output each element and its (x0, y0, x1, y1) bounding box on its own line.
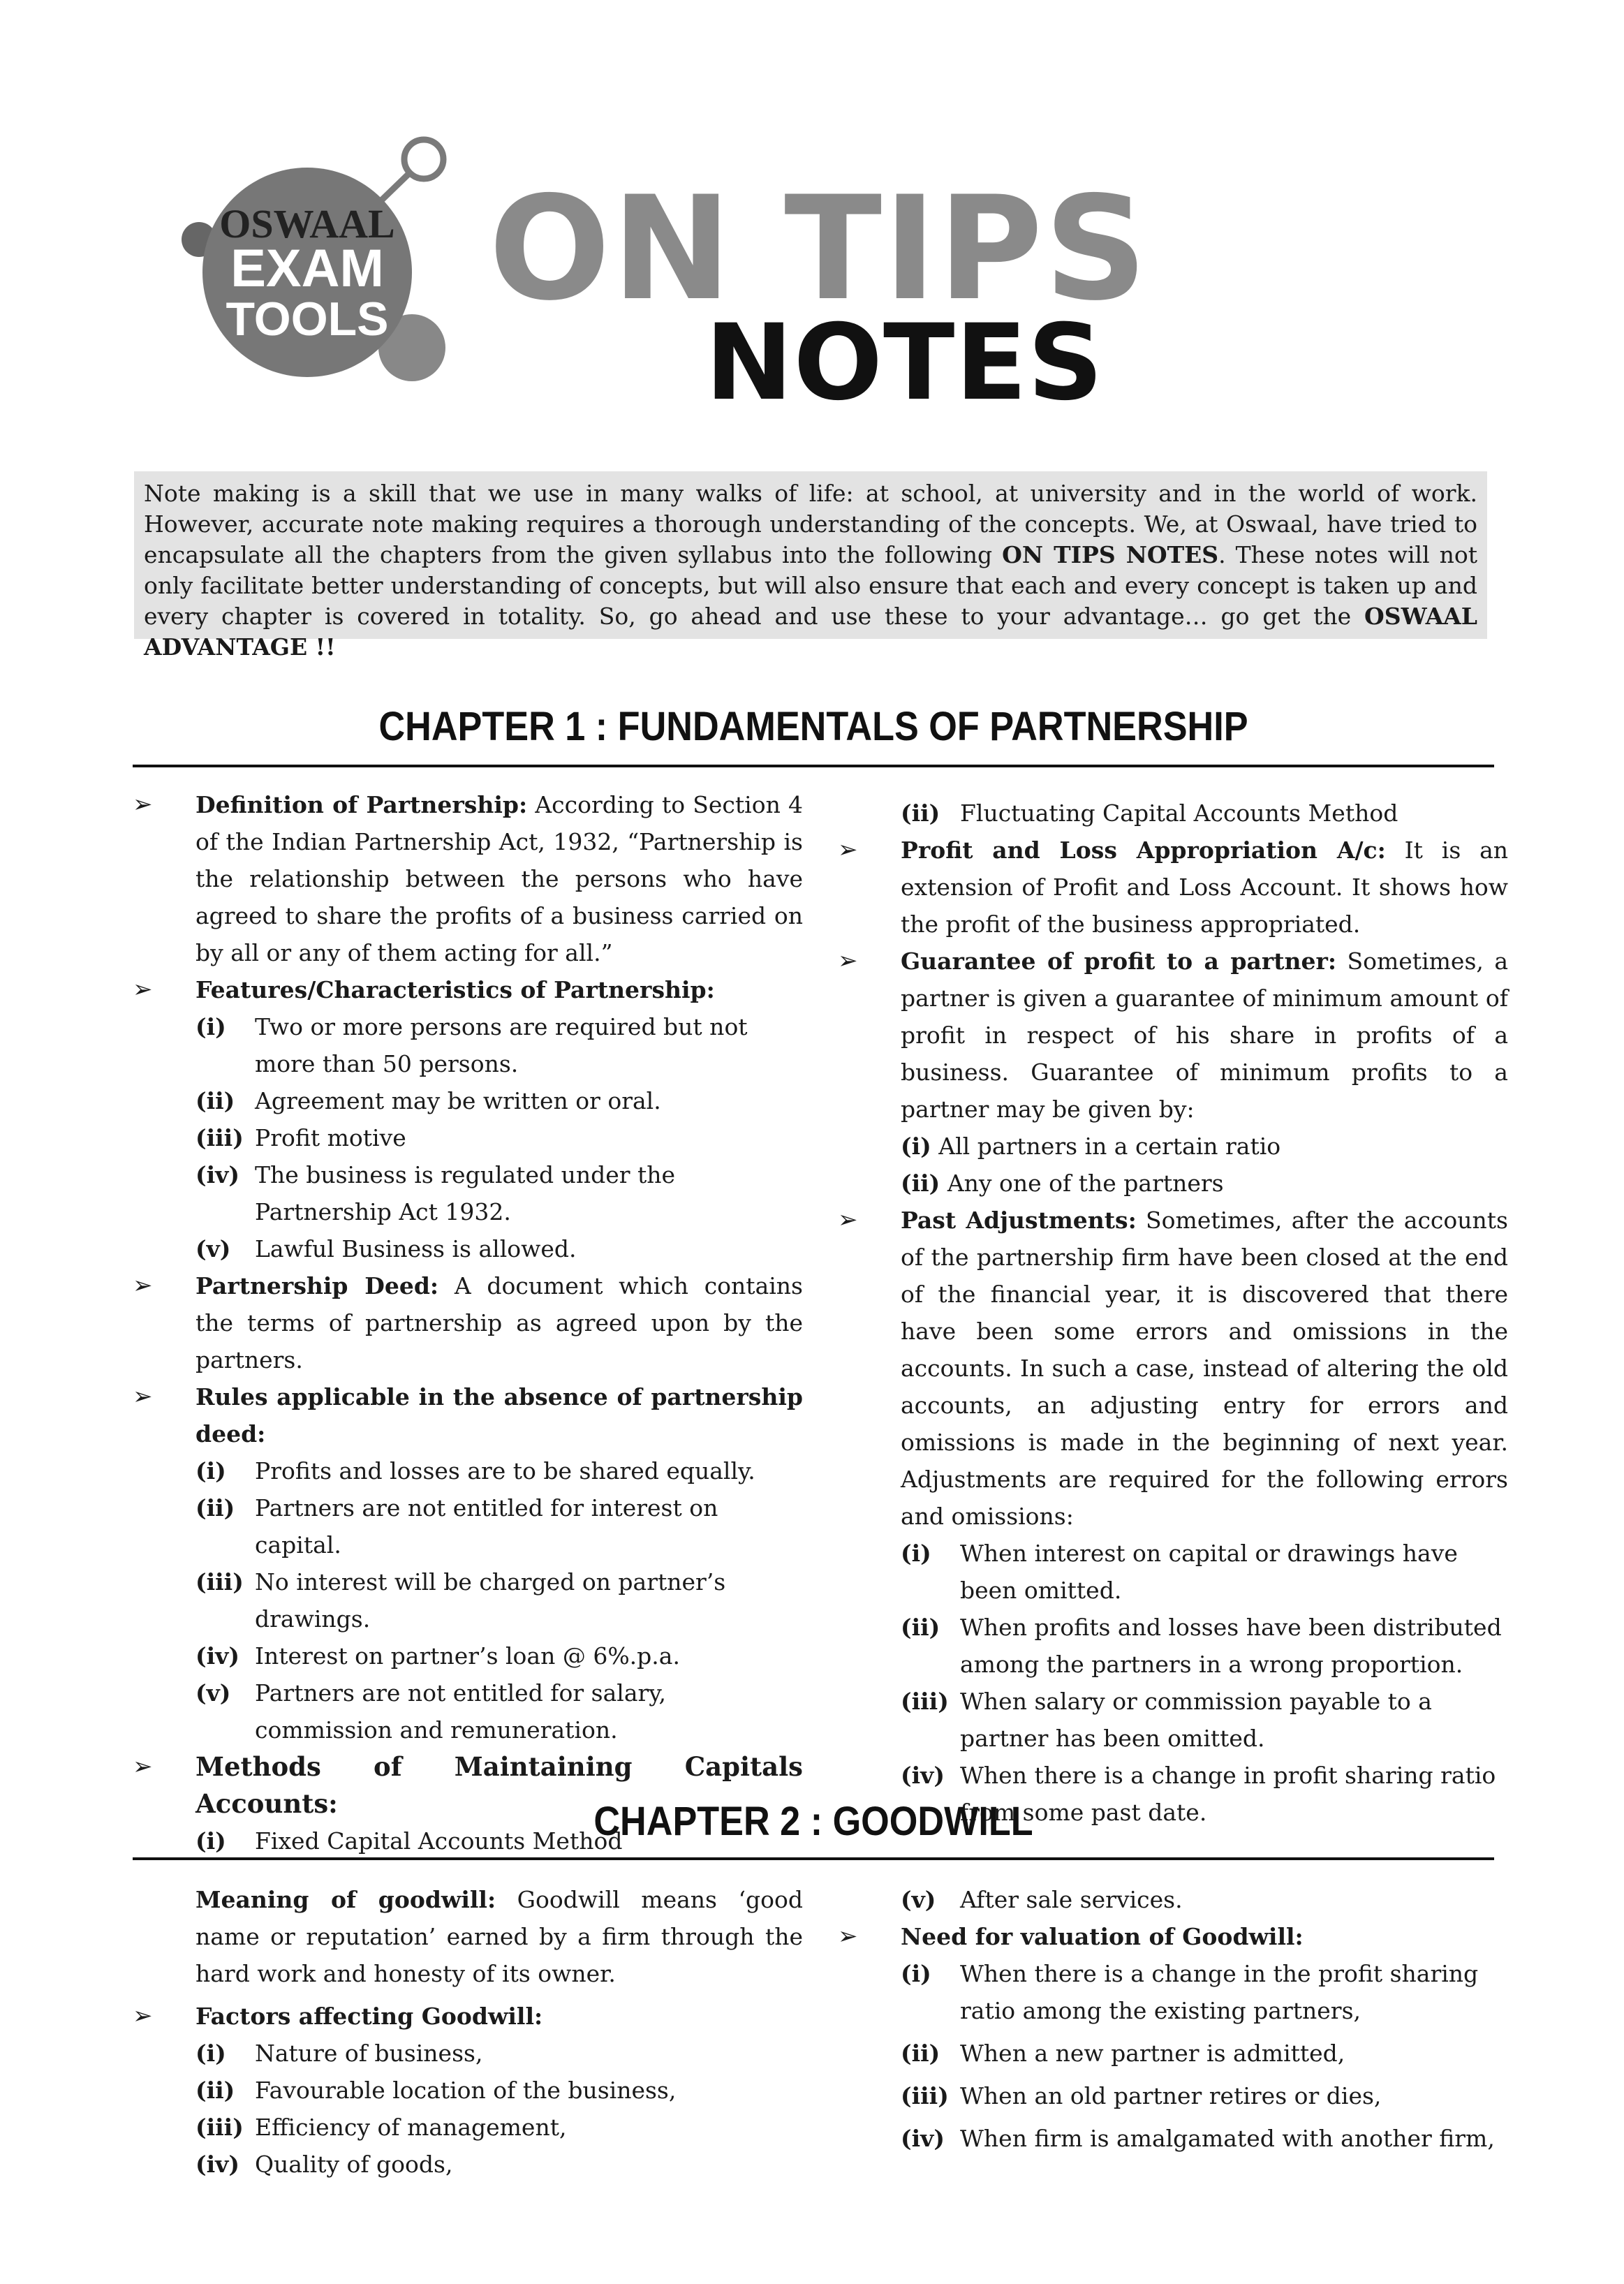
list-item: (v) Lawful Business is allowed. (195, 1235, 577, 1262)
list-item: (iv) The business is regulated under the Partnership Act 1932. (195, 1161, 676, 1225)
list-item: (ii) Fluctuating Capital Accounts Method (901, 800, 1398, 827)
list-item: (iv) Quality of goods, (195, 2151, 453, 2178)
arrow-bullet-icon: ➢ (838, 947, 858, 975)
list-item: (iv) When there is a change in profit sharing ratio from some past date. (901, 1762, 1496, 1826)
list-item: (i) Nature of business, (195, 2040, 483, 2067)
list-item: (iii) When salary or commission payable to a partner has been omitted. (901, 1688, 1432, 1752)
page-title: ON TIPS (489, 166, 1149, 332)
definition-block: ➢ Definition of Partnership: According to Section 4 of the Indian Partnership Act, 1932, “Partnership is the relationship between the persons who have agreed to share the profits of a business carried on by all or any of them acting for all.” (195, 786, 803, 971)
arrow-bullet-icon: ➢ (133, 1272, 153, 1299)
chapter-1-left-column (133, 786, 803, 1859)
list-item: (ii) When profits and losses have been distributed among the partners in a wrong proportion. (901, 1614, 1502, 1678)
logo-text-line1: OSWAAL (219, 201, 395, 246)
list-item: (ii) Agreement may be written or oral. (195, 1087, 661, 1114)
intro-box (134, 471, 1487, 661)
factors-heading: ➢ Factors affecting Goodwill: (195, 1998, 803, 2035)
list-item: (iii) When an old partner retires or dies, (901, 2082, 1382, 2109)
past-adjustments-block: ➢ Past Adjustments: Sometimes, after the accounts of the partnership firm have been closed at the end of the financial year, it is discovered that there have been some errors and omissions in the accounts. In such a case, instead of altering the old accounts, an adjusting entry for errors and omissions is made in the beginning of next year. Adjustments are required for the following errors and omissions: (901, 1202, 1508, 1535)
list-item: (v) Partners are not entitled for salary, commission and remuneration. (195, 1679, 667, 1744)
list-item: (ii) Any one of the partners (901, 1170, 1224, 1197)
list-item: (iii) Profit motive (195, 1124, 406, 1151)
list-item: (i) Fixed Capital Accounts Method (195, 1827, 623, 1855)
intro-bold-1: ON TIPS NOTES (1002, 541, 1219, 568)
deed-block: ➢ Partnership Deed: A document which contains the terms of partnership as agreed upon by the partners. (195, 1267, 803, 1378)
chapter-1-right-column (838, 795, 1509, 1831)
chapter-1-heading: CHAPTER 1 : FUNDAMENTALS OF PARTNERSHIP (378, 704, 1248, 749)
list-item: (iv) When firm is amalgamated with another firm, (901, 2125, 1495, 2152)
list-item: (iii) No interest will be charged on partner’s drawings. (195, 1568, 726, 1633)
list-item: (ii) Partners are not entitled for interest on capital. (195, 1494, 718, 1559)
list-item: (ii) When a new partner is admitted, (901, 2040, 1345, 2067)
rules-heading: ➢ Rules applicable in the absence of partnership deed: (195, 1378, 803, 1452)
chapter-2-left-column (133, 1881, 803, 2183)
list-item: (i) Profits and losses are to be shared equally. (195, 1457, 755, 1484)
arrow-bullet-icon: ➢ (838, 836, 858, 864)
list-item: (i) When interest on capital or drawings have been omitted. (901, 1540, 1458, 1604)
chapter-2-divider (133, 1857, 1494, 1860)
logo-text-line2: EXAM (230, 239, 384, 298)
intro-bold-2: OSWAAL ADVANTAGE !! (144, 603, 1477, 661)
chapter-2-heading: CHAPTER 2 : GOODWILL (593, 1799, 1033, 1844)
intro-text-1: Note making is a skill that we use in many walks of life: at school, at university and in the world of work. However, accurate note making requires a thorough understanding of the concepts. We, at Oswaal, have tried to encapsulate all the chapters from the given syllabus into the following (144, 480, 1477, 568)
arrow-bullet-icon: ➢ (838, 1206, 858, 1234)
need-valuation-heading: ➢ Need for valuation of Goodwill: (901, 1918, 1508, 1955)
list-item: (i) When there is a change in the profit sharing ratio among the existing partners, (901, 1960, 1479, 2024)
arrow-bullet-icon: ➢ (133, 2002, 153, 2030)
list-item: (i) All partners in a certain ratio (901, 1133, 1281, 1160)
oswaal-logo-icon (175, 136, 454, 395)
arrow-bullet-icon: ➢ (133, 975, 153, 1003)
features-heading: ➢ Features/Characteristics of Partnership: (195, 971, 803, 1008)
methods-heading: ➢ Methods of Maintaining Capitals Accounts: (195, 1748, 803, 1822)
logo-text-line3: TOOLS (226, 293, 389, 346)
goodwill-meaning-block: Meaning of goodwill: Goodwill means ‘good name or reputation’ earned by a firm through the hard work and honesty of its owner. (195, 1886, 803, 1987)
list-item: (v) After sale services. (901, 1886, 1183, 1913)
chapter-2-right-column (838, 1881, 1508, 2157)
intro-text-2: . These notes will not only facilitate better understanding of concepts, but will also ensure that each and every concept is taken up and every chapter is covered in totality. So, go ahead and use these to your advantage… go get the (144, 541, 1477, 630)
arrow-bullet-icon: ➢ (133, 790, 153, 818)
arrow-bullet-icon: ➢ (838, 1922, 858, 1950)
appropriation-block: ➢ Profit and Loss Appropriation A/c: It is an extension of Profit and Loss Account. It shows how the profit of the business appropriated. (901, 832, 1508, 943)
list-item: (iv) Interest on partner’s loan @ 6%.p.a. (195, 1642, 680, 1670)
list-item: (ii) Favourable location of the business, (195, 2077, 677, 2104)
chapter-1-divider (133, 765, 1494, 767)
guarantee-block: ➢ Guarantee of profit to a partner: Sometimes, a partner is given a guarantee of minimum amount of profit in respect of his share in profits of a business. Guarantee of minimum profits to a partner may be given by: (901, 943, 1508, 1128)
arrow-bullet-icon: ➢ (133, 1383, 153, 1410)
arrow-bullet-icon: ➢ (133, 1753, 153, 1781)
list-item: (iii) Efficiency of management, (195, 2114, 567, 2141)
page-subtitle: NOTES (705, 302, 1104, 424)
list-item: (i) Two or more persons are required but not more than 50 persons. (195, 1013, 748, 1077)
